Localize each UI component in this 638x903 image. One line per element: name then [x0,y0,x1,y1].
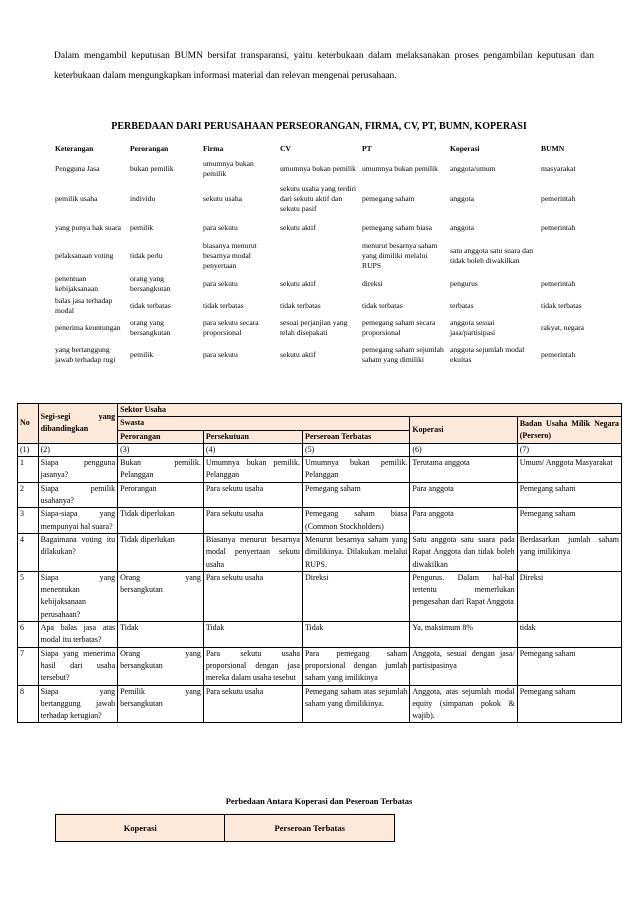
header-cell: Koperasi [450,144,480,153]
table-cell: Apa balas jasa atas modal itu terbatas? [38,622,118,648]
header-perseroan-terbatas: Perseroan Terbatas [225,815,395,842]
table-cell: Para sekutu usaha [203,571,302,621]
table-cell: Pemegang saham [517,508,621,534]
table-cell: balas jasa terhadap modal [55,296,113,315]
table-row [18,622,622,648]
table-cell: Para pemegang saham proporsional dengan jumlah saham yang imilikinya [302,647,409,685]
table-row [18,508,622,534]
table-cell: pemerintah [541,223,576,232]
table-cell: pemilik [130,350,154,359]
header-cell: PT [362,144,372,153]
table-cell: tidak [517,622,621,648]
table-cell [279,239,361,273]
table-row [18,482,622,508]
table-cell: pemegang saham secara proporsional [362,318,436,337]
table-cell: pemilik usaha [55,194,98,203]
table-row [54,239,600,273]
header-cell: Firma [203,144,224,153]
table-row [54,317,600,339]
table-row [54,217,600,239]
table-cell: Para sekutu usaha [203,508,302,534]
table-cell: Tidak [118,622,204,648]
table-row [54,339,600,371]
table-row [18,571,622,621]
table-row [18,457,622,483]
table-cell: Siapa yang menentukan kebijaksanaan perusahaan? [38,571,118,621]
sector-comparison-table [17,403,622,723]
table-cell: Umum/ Anggota Masyarakat [517,457,621,483]
koperasi-pt-caption: Perbedaan Antara Koperasi dan Peseroan Terbatas [225,796,413,806]
column-number: (7) [517,443,621,456]
table-cell: tidak terbatas [362,301,403,310]
table-cell: sekutu aktif [280,350,316,359]
table-cell: pemerintah [541,279,576,288]
table-cell: Pemegang saham atas sejumlah saham yang dimilikinya. [302,685,409,723]
table-cell: Siapa pemilik usahanya? [38,482,118,508]
table-cell: Pemilik yang bersangkutan [118,685,204,723]
row-number: 6 [18,622,39,648]
header-sektor-usaha: Sektor Usaha [118,404,622,417]
header-persekutuan: Persekutuan [203,430,302,443]
table-cell: Para sekutu usaha proporsional dengan jasa mereka dalam usaha tesebut [203,647,302,685]
table-cell: Bukan pemilik. Pelanggan [118,457,204,483]
table-cell: pemegang saham biasa [362,223,433,232]
table-cell: Para sekutu usaha [203,482,302,508]
table-cell: Terutama anggota [410,457,517,483]
table-cell: orang yang bersangkutan [130,274,171,293]
row-number: 1 [18,457,39,483]
table-cell: Pemegang saham [517,647,621,685]
table-cell: Para sekutu usaha [203,685,302,723]
row-number: 7 [18,647,39,685]
table-cell: para sekutu [203,223,238,232]
column-number-row [18,443,622,456]
table-cell: Pemegang saham biasa (Common Stockholders) [302,508,409,534]
table-cell: Umumnya bukan pemilik. Pelanggan [302,457,409,483]
table-cell: sesuai perjanjian yang telah disepakati [280,318,348,337]
header-cell: BUMN [541,144,565,153]
table-cell: Tidak diperlukan [118,533,204,571]
header-segi: Segi-segi yang dibandingkan [38,404,118,444]
table-cell: umumnya bukan pemilik [203,159,254,178]
table-cell: orang yang bersangkutan [130,318,171,337]
table-cell: Pengurus. Dalam hal-hal tertentu memerlukan pengesahan dari Rapat Anggota [410,571,517,621]
table-cell: Orang yang bersangkutan [118,571,204,621]
table-cell: Pemegang saham [302,482,409,508]
table-cell: Bagaimana voting itu dilakukan? [38,533,118,571]
koperasi-pt-table [55,814,395,842]
column-number: (6) [410,443,517,456]
row-number: 8 [18,685,39,723]
row-number: 4 [18,533,39,571]
table-cell: Direksi [517,571,621,621]
row-number: 2 [18,482,39,508]
table-cell: satu anggota satu suara dan tidak boleh diwakilkan [450,246,534,265]
table-cell: anggota [450,223,475,232]
table-row [54,273,600,295]
table-cell: Direksi [302,571,409,621]
table-cell: para sekutu secara proporsional [203,318,259,337]
table-cell: tidak terbatas [203,301,244,310]
column-number: (2) [38,443,118,456]
column-number: (4) [203,443,302,456]
table-cell: Tidak [302,622,409,648]
table-cell: Ya, maksimum 8% [410,622,517,648]
table-cell: pemegang saham [362,194,415,203]
table-cell: masyarakat [541,164,576,173]
table-cell: individu [130,194,156,203]
table-cell: pelaksanaan voting [55,251,114,260]
table-cell: Pengguna Jasa [55,164,100,173]
comparison-title: PERBEDAAN DARI PERUSAHAAN PERSEORANGAN, FIRMA, CV, PT, BUMN, KOPERASI [111,121,527,132]
table-cell: tidak terbatas [280,301,321,310]
table-cell: biasanya menurut besarnya modal penyertaan [203,241,257,270]
table-cell: para sekutu [203,350,238,359]
table-cell: Berdasarkan jumlah saham yang imilikinya [517,533,621,571]
table-cell: Perorangan [118,482,204,508]
table-cell: anggota sejumlah modal ekuitas [450,345,525,364]
table-cell: Siapa yang menerima hasil dari usaha tersebut? [38,647,118,685]
table-header-row [54,141,600,157]
table-cell: sekutu aktif [280,223,316,232]
row-number: 5 [18,571,39,621]
row-number: 3 [18,508,39,534]
table-cell: umumnya bukan pemilik [362,164,438,173]
table-cell: Para anggota [410,508,517,534]
table-row [18,685,622,723]
table-cell: Tidak [203,622,302,648]
header-swasta: Swasta [118,417,410,430]
column-number: (5) [302,443,409,456]
table-cell: Siapa-siapa yang mempunyai hal suara? [38,508,118,534]
table-cell: yang bertanggung jawab terhadap rugi [55,345,116,364]
table-cell: para sekutu [203,279,238,288]
header-perorangan: Perorangan [118,430,204,443]
table-cell: direksi [362,279,383,288]
header-perseroan-terbatas: Perseroan Terbatas [302,430,409,443]
table-cell: pemerintah [541,350,576,359]
table-cell: Siapa yang bertanggung jawab terhadap kerugian? [38,685,118,723]
table-cell: penentuan kebijaksanaan [55,274,99,293]
table-cell: tidak perlu [130,251,163,260]
header-koperasi: Koperasi [410,417,517,444]
table-cell: Pemegang saham [517,685,621,723]
table-cell: pemilik [130,223,154,232]
table-cell: penerima keuntungan [55,323,121,332]
table-row [54,181,600,217]
business-form-comparison-table [54,141,600,371]
table-cell: Menurut besarnya saham yang dimilikinya. Dilakukan melalui RUPS. [302,533,409,571]
table-cell: Satu anggota satu suara pada Rapat Anggota dan tidak boleh diwakilkan [410,533,517,571]
table-cell: Biasanya menurut besarnya modal penyertaan sekutu usaha [203,533,302,571]
table-cell: rakyat, negara [541,323,585,332]
table-cell: anggota sesuai jasa/partisipasi [450,318,496,337]
column-number: (3) [118,443,204,456]
table-cell: sekutu usaha yang terdiri dari sekutu aktif dan sekutu pasif [280,184,357,213]
header-koperasi: Koperasi [56,815,225,842]
table-row [18,533,622,571]
table-cell: Orang yang bersangkutan [118,647,204,685]
header-no: No [18,404,39,444]
table-cell: Para anggota [410,482,517,508]
header-cell: CV [280,144,291,153]
table-cell: menurut besarnya saham yang dimiliki melalui RUPS [362,241,438,270]
table-cell: Pemegang saham [517,482,621,508]
table-cell [540,239,600,273]
table-cell: pemerintah [541,194,576,203]
table-row [54,157,600,181]
table-cell: Siapa pengguna jasanya? [38,457,118,483]
table-cell: pengurus [450,279,478,288]
table-cell: anggota [450,194,475,203]
table-cell: yang punya hak suara [55,223,122,232]
column-number: (1) [18,443,39,456]
table-cell: sekutu aktif [280,279,316,288]
table-cell: Tidak diperlukan [118,508,204,534]
header-cell: Keterangan [55,144,94,153]
table-cell: tidak terbatas [541,301,582,310]
intro-paragraph: Dalam mengambil keputusan BUMN bersifat transparansi, yaitu keterbukaan dalam melaksanakan proses pengambilan keputusan dan keterbukaan dalam mengungkapkan informasi material dan relevan mengenai perusahaan. [54,51,594,81]
table-cell: terbatas [450,301,474,310]
header-bumn: Badan Usaha Milik Negara (Persero) [517,417,621,444]
table-cell: anggota/umum [450,164,496,173]
table-cell: tidak terbatas [130,301,171,310]
table-cell: Anggota, sesuai dengan jasa/ partisipasinya [410,647,517,685]
table-cell: pemegang saham sejumlah saham yang dimiliki [362,345,444,364]
table-row [18,647,622,685]
table-cell: Anggota, atas sejumlah modal equity (simpanan pokok & wajib). [410,685,517,723]
table-cell: umumnya bukan pemilik [280,164,356,173]
header-cell: Perorangan [130,144,169,153]
table-row [54,295,600,317]
table-cell: Umumnya bukan pemilik. Pelanggan [203,457,302,483]
table-cell: bukan pemilik [130,164,174,173]
table-cell: sekutu usaha [203,194,243,203]
